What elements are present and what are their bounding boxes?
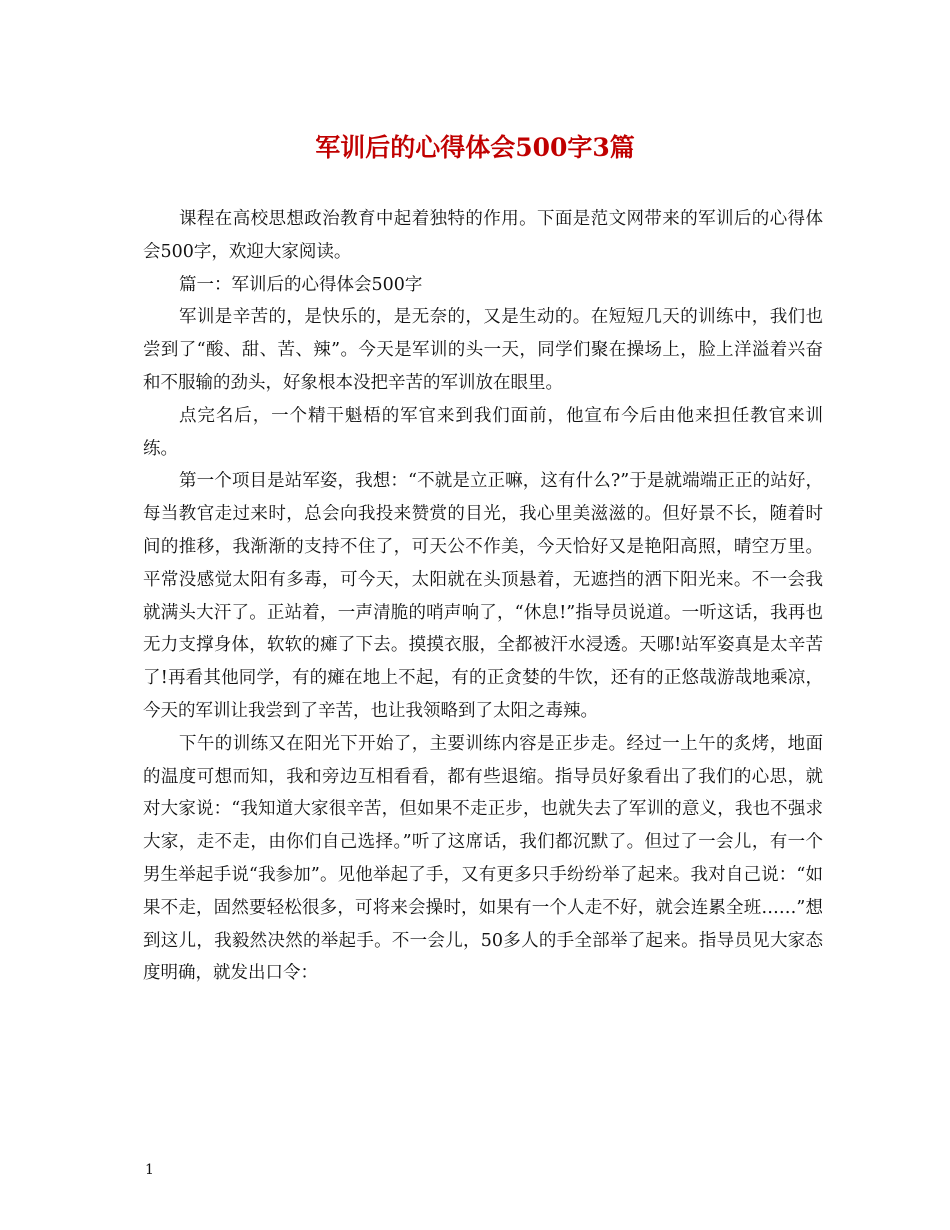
page-number: 1	[145, 1162, 154, 1178]
document-body	[143, 203, 823, 990]
intro-paragraph: 课程在高校思想政治教育中起着独特的作用。下面是范文网带来的军训后的心得体会500字，欢迎大家阅读。	[143, 209, 823, 262]
body-paragraph: 第一个项目是站军姿，我想：“不就是立正嘛，这有什么?”于是就端端正正的站好，每当教官走过来时，总会向我投来赞赏的目光，我心里美滋滋的。但好景不长，随着时间的推移，我渐渐的支持不住了，可天公不作美，今天恰好又是艳阳高照，晴空万里。平常没感觉太阳有多毒，可今天，太阳就在头顶悬着，无遮挡的洒下阳光来。不一会我就满头大汗了。正站着，一声清脆的哨声响了，“休息!”指导员说道。一听这话，我再也无力支撑身体，软软的瘫了下去。摸摸衣服，全都被汗水浸透。天哪!站军姿真是太辛苦了!再看其他同学，有的瘫在地上不起，有的正贪婪的牛饮，还有的正悠哉游哉地乘凉，今天的军训让我尝到了辛苦，也让我领略到了太阳之毒辣。	[143, 471, 823, 721]
section-heading: 篇一：军训后的心得体会500字	[179, 274, 423, 295]
page-title: 军训后的心得体会500字3篇	[315, 133, 635, 162]
body-paragraph: 点完名后，一个精干魁梧的军官来到我们面前，他宣布今后由他来担任教官来训练。	[143, 405, 823, 459]
body-paragraph: 军训是辛苦的，是快乐的，是无奈的，又是生动的。在短短几天的训练中，我们也尝到了“酸、甜、苦、辣”。今天是军训的头一天，同学们聚在操场上，脸上洋溢着兴奋和不服输的劲头，好象根本没把辛苦的军训放在眼里。	[143, 307, 823, 393]
body-paragraph: 下午的训练又在阳光下开始了，主要训练内容是正步走。经过一上午的炙烤，地面的温度可想而知，我和旁边互相看看，都有些退缩。指导员好象看出了我们的心思，就对大家说：“我知道大家很辛苦，但如果不走正步，也就失去了军训的意义，我也不强求大家，走不走，由你们自己选择。”听了这席话，我们都沉默了。但过了一会儿，有一个男生举起手说“我参加”。见他举起了手，又有更多只手纷纷举了起来。我对自己说：“如果不走，固然要轻松很多，可将来会操时，如果有一个人走不好，就会连累全班……”想到这儿，我毅然决然的举起手。不一会儿，50多人的手全部举了起来。指导员见大家态度明确，就发出口令：	[143, 733, 823, 984]
